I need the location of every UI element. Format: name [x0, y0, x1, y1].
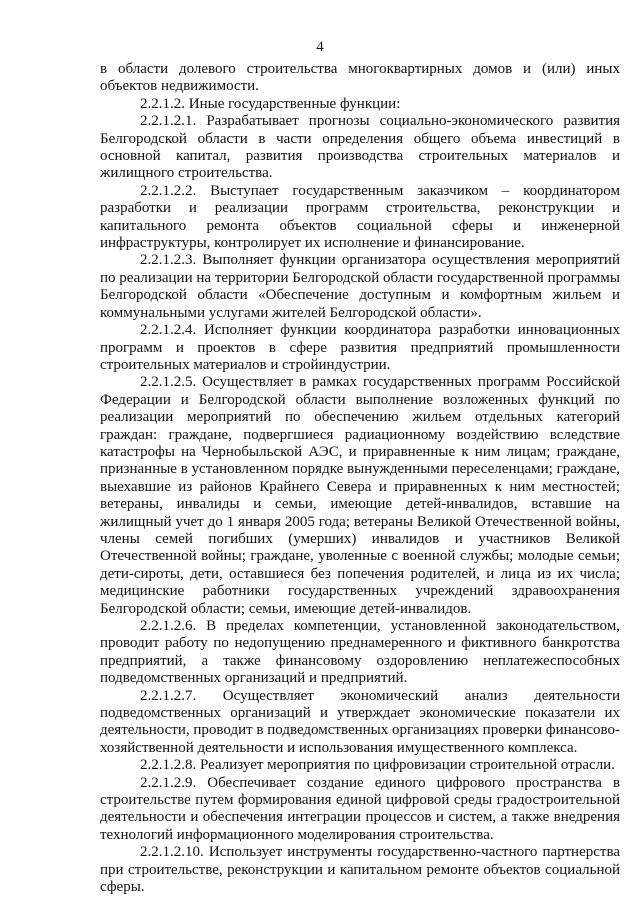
- paragraph-2-2-1-2-4: 2.2.1.2.4. Исполняет функции координатора разработки инновационных программ и проектов в сфере развития предприятий промышленности строительных материалов и стройиндустрии.: [100, 322, 620, 373]
- paragraph-2-2-1-2-6: 2.2.1.2.6. В пределах компетенции, установленной законодательством, проводит работу по недопущению преднамеренного и фиктивного банкротства предприятий, а также финансовому оздоровлению неплатежеспособных подведомственных организаций и предприятий.: [100, 618, 620, 687]
- paragraph-2-2-1-2-2: 2.2.1.2.2. Выступает государственным заказчиком – координатором разработки и реализации программ строительства, реконструкции и капитального ремонта объектов социальной сферы и инженерной инфраструктуры, контролирует их исполнение и финансирование.: [100, 182, 620, 252]
- paragraph-2-2-1-2: 2.2.1.2. Иные государственные функции:: [140, 95, 401, 112]
- paragraph-2-2-1-2-5: 2.2.1.2.5. Осуществляет в рамках государственных программ Российской Федерации и Белгородской области выполнение возложенных функций по реализации мероприятий по обеспечению жильем отдельных категорий граждан: граждане, подвергшиеся радиационному воздействию вследствие катастрофы на Чернобыльской АЭС, и приравненные к ним лицам; граждане, признанные в установленном порядке вынужденными переселенцами; граждане, выехавшие из районов Крайнего Севера и приравненных к ним местностей; ветераны, инвалиды и семьи, имеющие детей-инвалидов, вставшие на жилищный учет до 1 января 2005 года; ветераны Великой Отечественной войны, члены семей погибших (умерших) инвалидов и участников Великой Отечественной войны; граждане, уволенные с военной службы; молодые семьи; дети-сироты, дети, оставшиеся без попечения родителей, и лица из их числа; медицинские работники государственных учреждений здравоохранения Белгородской области; семьи, имеющие детей-инвалидов.: [100, 374, 620, 617]
- document-body: [100, 61, 620, 897]
- paragraph-2-2-1-2-8: 2.2.1.2.8. Реализует мероприятия по цифровизации строительной отрасли.: [140, 757, 615, 774]
- paragraph-2-2-1-2-1: 2.2.1.2.1. Разрабатывает прогнозы социально-экономического развития Белгородской области в части определения общего объема инвестиций в основной капитал, развития производства строительных материалов и жилищного строительства.: [100, 113, 620, 182]
- paragraph-continuation: в области долевого строительства многоквартирных домов и (или) иных объектов недвижимости.: [100, 61, 620, 95]
- paragraph-2-2-1-2-7: 2.2.1.2.7. Осуществляет экономический анализ деятельности подведомственных организаций и утверждает экономические показатели их деятельности, проводит в подведомственных организациях проверки финансово-хозяйственной деятельности и использования имущественного комплекса.: [100, 687, 620, 756]
- paragraph-2-2-1-2-10: 2.2.1.2.10. Использует инструменты государственно-частного партнерства при строительстве, реконструкции и капитальном ремонте объектов социальной сферы.: [100, 844, 620, 896]
- page-number: 4: [316, 39, 324, 55]
- paragraph-2-2-1-2-9: 2.2.1.2.9. Обеспечивает создание единого цифрового пространства в строительстве путем формирования единой цифровой среды градостроительной деятельности и обеспечения интеграции процессов и систем, а также внедрения технологий информационного моделирования строительства.: [100, 774, 620, 843]
- paragraph-2-2-1-2-3: 2.2.1.2.3. Выполняет функции организатора осуществления мероприятий по реализации на территории Белгородской области государственной программы Белгородской области «Обеспечение доступным и комфортным жильем и коммунальными услугами жителей Белгородской области».: [100, 252, 620, 321]
